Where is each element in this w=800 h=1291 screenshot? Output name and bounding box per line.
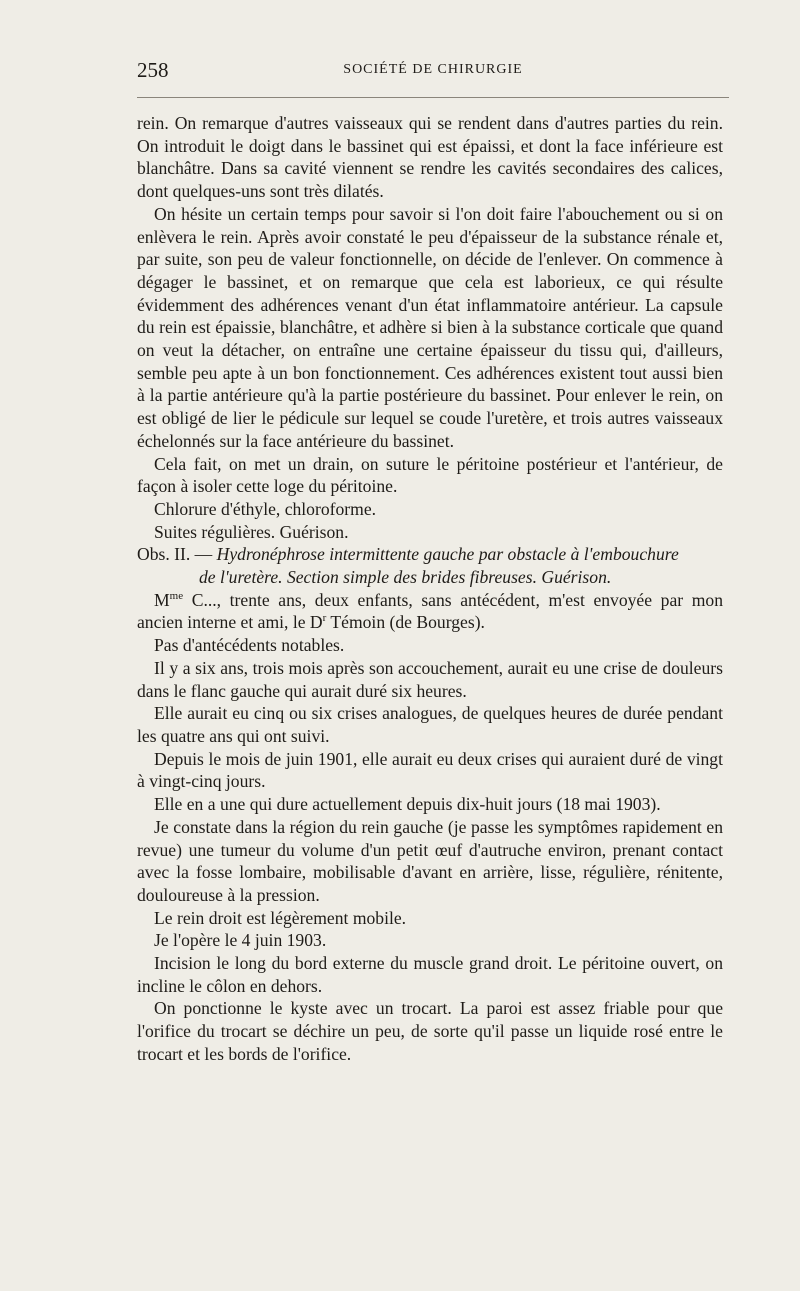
header-rule — [137, 97, 729, 98]
paragraph: Je constate dans la région du rein gauche (je passe les symptômes rapidement en revue) une tumeur du volume d'un petit œuf d'autruche environ, prenant contact avec la fosse lombaire, mobilisable d'avant en arrière, lisse, régulière, rénitente, douloureuse à la pression. — [137, 816, 723, 905]
observation-title-line2: de l'uretère. Section simple des brides fibreuses. Guérison. — [199, 567, 612, 588]
paragraph: Incision le long du bord externe du muscle grand droit. Le péritoine ouvert, on incline le côlon en dehors. — [137, 953, 723, 996]
doctor-sup: r — [322, 612, 327, 625]
case-intro-paragraph — [137, 589, 723, 634]
page-number: 258 — [137, 58, 169, 82]
title-prefix: M — [154, 589, 170, 610]
paragraph: Il y a six ans, trois mois après son accouchement, aurait eu une crise de douleurs dans le flanc gauche qui aurait duré six heures. — [137, 657, 723, 701]
paragraph: Cela fait, on met un drain, on suture le péritoine postérieur et l'antérieur, de façon à isoler cette loge du péritoine. — [137, 453, 723, 497]
paragraph: Elle en a une qui dure actuellement depuis dix-huit jours (18 mai 1903). — [154, 794, 661, 815]
case-intro-text-1: C..., trente ans, deux enfants, sans antécédent, m'est envoyée par mon ancien interne et ami, le D — [137, 589, 723, 633]
observation-title-line1: Hydronéphrose intermittente gauche par obstacle à l'embouchure — [216, 544, 679, 565]
paragraph: Le rein droit est légèrement mobile. — [154, 907, 407, 928]
body-text — [137, 112, 723, 1066]
case-intro-text-2: Témoin (de Bourges). — [326, 612, 485, 633]
paragraph: Depuis le mois de juin 1901, elle aurait eu deux crises qui auraient duré de vingt à vingt-cinq jours. — [137, 748, 723, 792]
observation-label: Obs. II. — — [137, 544, 213, 565]
paragraph: Je l'opère le 4 juin 1903. — [154, 930, 327, 951]
paragraph: rein. On remarque d'autres vaisseaux qui se rendent dans d'autres parties du rein. On introduit le doigt dans le bassinet qui est épaissi, et dont la face inférieure est blanchâtre. Dans sa cavité viennent se rendre les cavités secondaires des calices, dont quelques-uns sont très dilatés. — [137, 113, 723, 202]
running-title: SOCIÉTÉ DE CHIRURGIE — [343, 62, 523, 77]
title-sup: me — [169, 589, 184, 602]
page-header — [137, 58, 729, 84]
paragraph: Chlorure d'éthyle, chloroforme. — [154, 498, 377, 519]
paragraph: Suites régulières. Guérison. — [154, 521, 349, 542]
paragraph: On hésite un certain temps pour savoir si l'on doit faire l'abouchement ou si on enlèvera le rein. Après avoir constaté le peu d'épaisseur de la substance rénale et, par suite, son peu de valeur fonctionnelle, on décide de l'enlever. On commence à dégager le bassinet, et on remarque que cela est laborieux, ce qui résulte évidemment des adhérences venant d'un état inflammatoire antérieur. La capsule du rein est épaissie, blanchâtre, et adhère si bien à la substance corticale que quand on veut la détacher, on entraîne une certaine épaisseur du tissu qui, d'ailleurs, semble peu apte à un bon fonctionnement. Ces adhérences existent tout aussi bien à la partie antérieure qu'à la partie postérieure du bassinet. Pour enlever le rein, on est obligé de lier le pédicule sur lequel se coude l'uretère, et trois autres vaisseaux échelonnés sur la face antérieure du bassinet. — [137, 203, 723, 451]
paragraph: Pas d'antécédents notables. — [154, 635, 345, 656]
paragraph: On ponctionne le kyste avec un trocart. La paroi est assez friable pour que l'orifice du trocart se déchire un peu, de sorte qu'il passe un liquide rosé entre le trocart et les bords de l'orifice. — [137, 998, 723, 1064]
paragraph: Elle aurait eu cinq ou six crises analogues, de quelques heures de durée pendant les quatre ans qui ont suivi. — [137, 703, 723, 746]
observation-heading — [137, 543, 723, 588]
